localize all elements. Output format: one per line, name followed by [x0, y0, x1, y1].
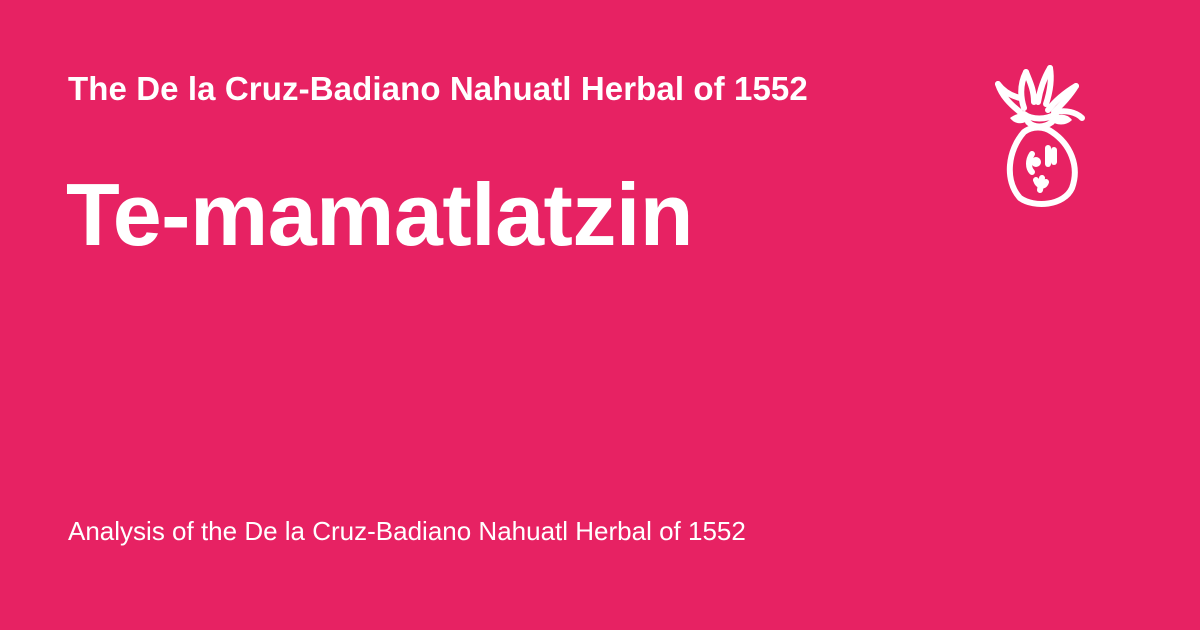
page-title: Te-mamatlatzin [66, 165, 694, 264]
site-title: The De la Cruz-Badiano Nahuatl Herbal of 1552 [68, 70, 808, 107]
page-description: Analysis of the De la Cruz-Badiano Nahuatl Herbal of 1552 [68, 516, 746, 546]
plant-glyph-icon [990, 62, 1090, 208]
